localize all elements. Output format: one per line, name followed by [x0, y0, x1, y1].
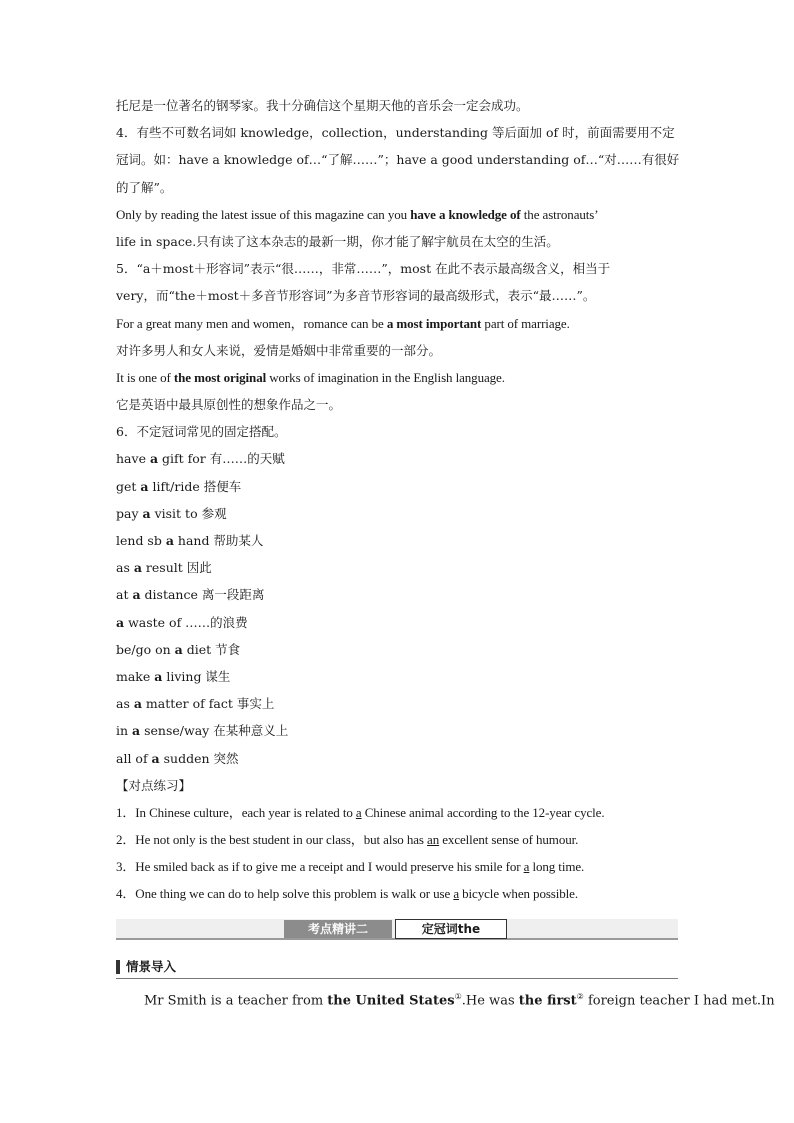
text-segment: make	[116, 668, 155, 684]
section-marker-icon	[116, 960, 120, 974]
text-segment: ①	[454, 992, 462, 1001]
text-segment: long time.	[529, 859, 585, 875]
text-segment: part of marriage.	[481, 315, 570, 331]
text-segment: 它是英语中最具原创性的想象作品之一。	[116, 397, 342, 413]
text-segment: 【对点练习】	[116, 777, 192, 793]
text-segment: a	[151, 750, 160, 766]
text-segment: all of	[116, 750, 152, 766]
banner-label: 考点精讲二	[284, 920, 392, 938]
text-line	[116, 310, 678, 337]
text-line	[116, 745, 678, 772]
text-segment: a	[174, 641, 183, 657]
topic-banner	[116, 919, 678, 941]
text-segment: ②	[576, 992, 584, 1001]
text-segment: as	[116, 696, 134, 712]
text-segment: a	[453, 886, 459, 902]
text-segment: hand 帮助某人	[173, 533, 264, 548]
section-title: 情景导入	[126, 959, 177, 974]
text-line	[116, 500, 678, 527]
text-segment: .He was	[461, 993, 519, 1009]
text-line	[116, 92, 678, 119]
text-line	[116, 880, 678, 907]
text-segment: 3．He smiled back as if to give me a receipt and I would preserve his smile for	[116, 859, 524, 875]
text-line	[116, 174, 678, 201]
text-segment: Only by reading the latest issue of this magazine can you	[116, 206, 411, 222]
text-line	[116, 228, 678, 255]
text-segment: the first	[518, 993, 577, 1009]
text-line	[116, 772, 678, 799]
text-segment: life in space.只有读了这本杂志的最新一期，你才能了解宇航员在太空的生活。	[116, 233, 559, 249]
text-segment: 1．In Chinese culture，each year is related to	[116, 804, 356, 820]
text-segment: 5．“a＋most＋形容词”表示“很……，非常……”，most 在此不表示最高级含义，相当于	[116, 261, 611, 277]
text-segment: bicycle when possible.	[459, 886, 579, 902]
text-segment: a most important	[386, 315, 482, 331]
text-segment: 4．有些不可数名词如 knowledge，collection，understanding 等后面加 of 时，前面需要用不定	[116, 125, 675, 141]
text-line	[116, 418, 678, 445]
text-segment: very，而“the＋most＋多音节形容词”为多音节形容词的最高级形式，表示“最……”。	[116, 288, 596, 304]
text-segment: a	[132, 587, 141, 603]
text-segment: diet 节食	[182, 641, 241, 657]
text-segment: a	[133, 696, 142, 712]
text-segment: a	[132, 723, 141, 739]
text-line	[116, 119, 678, 146]
text-segment: pay	[116, 505, 143, 521]
text-segment: 的了解”。	[116, 179, 173, 195]
text-line	[116, 554, 678, 581]
text-segment: gift for 有……的天赋	[158, 451, 285, 467]
document-body	[116, 92, 678, 908]
text-segment: foreign teacher I had met.In	[583, 993, 775, 1009]
text-line	[116, 255, 678, 282]
text-line	[116, 663, 678, 690]
text-segment: a	[140, 478, 149, 494]
text-segment: a	[355, 804, 362, 820]
text-segment: as	[116, 560, 134, 576]
text-segment: lend sb	[116, 533, 166, 548]
text-segment: living 谋生	[162, 668, 231, 684]
text-segment: It is one of	[116, 369, 174, 385]
text-segment: Mr Smith is a teacher from	[144, 993, 328, 1009]
text-segment: 对许多男人和女人来说，爱情是婚姻中非常重要的一部分。	[116, 342, 442, 358]
text-line	[116, 282, 678, 309]
text-segment: 2．He not only is the best student in our class，but also has	[116, 832, 428, 848]
text-segment: For a great many men and women，romance can be	[116, 315, 387, 331]
text-segment: 6．不定冠词常见的固定搭配。	[116, 424, 287, 440]
text-segment: sense/way 在某种意义上	[140, 723, 289, 739]
text-line	[116, 717, 678, 744]
text-segment: the most original	[173, 369, 267, 385]
text-segment: result 因此	[141, 560, 212, 576]
text-segment: an	[427, 832, 440, 848]
text-line	[116, 690, 678, 717]
banner-title: 定冠词the	[395, 919, 507, 939]
text-segment: Chinese animal according to the 12-year cycle.	[361, 804, 605, 820]
text-segment: a	[165, 533, 174, 548]
text-segment: have a knowledge of	[410, 206, 521, 222]
text-segment: works of imagination in the English language.	[266, 369, 505, 385]
text-segment: matter of fact 事实上	[141, 696, 275, 712]
text-segment: in	[116, 723, 133, 739]
text-line	[116, 636, 678, 663]
text-segment: a	[523, 859, 530, 875]
text-segment: a	[116, 614, 125, 630]
text-line	[116, 826, 678, 853]
text-line	[116, 364, 678, 391]
text-line	[116, 391, 678, 418]
text-segment: a	[133, 560, 142, 576]
text-segment: 4．One thing we can do to help solve this problem is walk or use	[116, 886, 454, 902]
text-segment: lift/ride 搭便车	[148, 478, 242, 494]
text-line	[116, 201, 678, 228]
text-line	[116, 581, 678, 608]
text-segment: a	[149, 451, 159, 467]
text-line	[116, 146, 678, 173]
text-line	[116, 527, 678, 554]
text-segment: a	[142, 505, 151, 521]
text-line	[116, 799, 678, 826]
text-segment: sudden 突然	[159, 750, 239, 766]
text-segment: the astronauts’	[520, 206, 599, 222]
text-line	[116, 337, 678, 364]
text-line	[116, 609, 678, 636]
text-segment: 冠词。如：have a knowledge of…“了解……”；have a good understanding of…“对……有很好	[116, 152, 680, 168]
text-segment: excellent sense of humour.	[439, 832, 579, 848]
text-line	[116, 853, 678, 880]
text-line	[116, 473, 678, 500]
text-segment: visit to 参观	[150, 505, 227, 521]
text-segment: distance 离一段距离	[140, 587, 265, 603]
text-segment: 托尼是一位著名的钢琴家。我十分确信这个星期天他的音乐会一定会成功。	[116, 98, 529, 113]
text-segment: get	[116, 478, 141, 494]
intro-paragraph	[116, 985, 775, 1013]
text-segment: have	[116, 451, 150, 467]
text-segment: be/go on	[116, 641, 175, 657]
text-line	[116, 445, 678, 472]
text-segment: waste of ……的浪费	[124, 614, 248, 630]
text-segment: at	[116, 587, 133, 603]
section-header	[116, 956, 678, 979]
text-segment: a	[154, 668, 163, 684]
text-segment: the United States	[327, 993, 455, 1009]
